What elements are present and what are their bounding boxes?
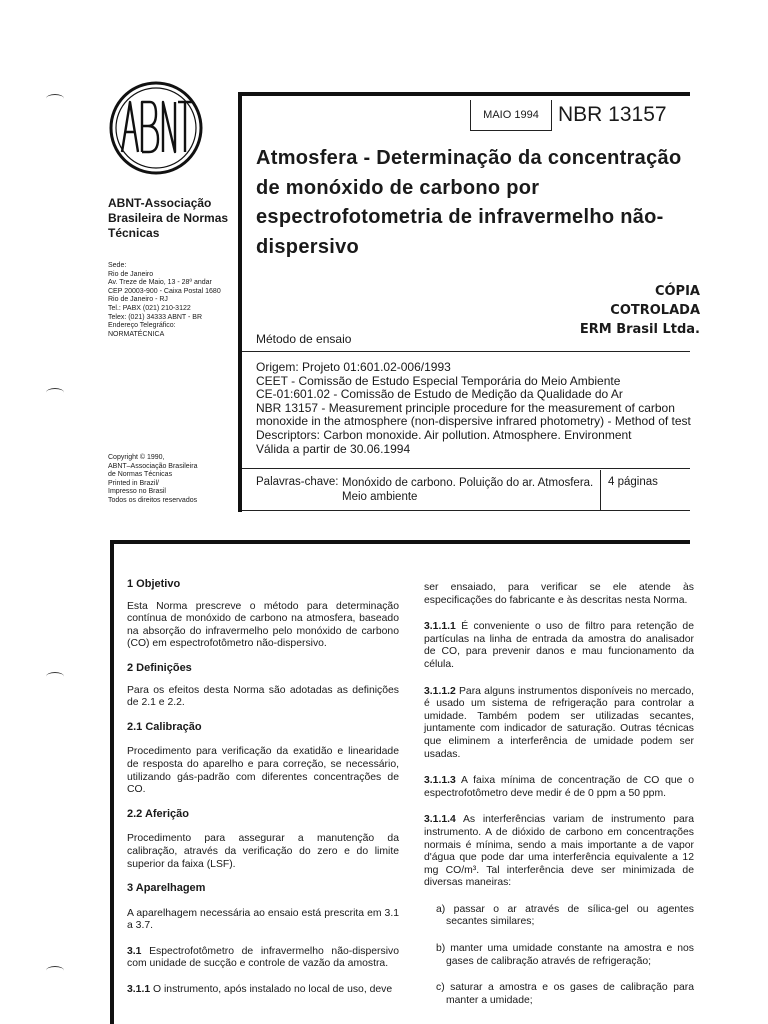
paragraph: 3.1.1.2 Para alguns instrumentos disponíveis no mercado, é usado um sistema de refrigeração para controlar a umidade. Também podem ser utilizadas secantes, juntamente com indicador de saturação. Outras técnicas que eliminem a interferência de umidade podem ser usadas. — [424, 685, 694, 760]
keywords: Monóxido de carbono. Poluição do ar. Atmosfera. Meio ambiente — [342, 477, 594, 503]
paragraph: 3.1.1.1 É conveniente o uso de filtro para retenção de partículas na linha de entrada da amostra do analisador de CO, para prevenir danos e mau funcionamento da célula. — [424, 621, 694, 670]
controlled-copy-stamp: CÓPIA COTROLADA ERM Brasil Ltda. — [579, 284, 700, 337]
keywords-label: Palavras-chave: — [256, 476, 339, 488]
section-heading: 2 Definições — [127, 661, 192, 674]
address-block: Sede: Rio de Janeiro Av. Treze de Maio, 13 - 28º andar CEP 20003-900 - Caixa Postal 1680 Rio de Janeiro - RJ Tel.: PABX (021) 210-3122 Telex: (021) 34333 ABNT - BR Endereço Telegráfico: NORMATÉCNICA — [108, 262, 221, 338]
punch-hole — [46, 94, 64, 103]
section-heading: 1 Objetivo — [127, 578, 181, 590]
divider — [242, 468, 690, 469]
divider — [600, 470, 601, 510]
section-heading: 2.1 Calibração — [127, 720, 202, 733]
paragraph: 3.1.1 O instrumento, após instalado no local de uso, deve — [127, 984, 393, 996]
paragraph: ser ensaiado, para verificar se ele atende às especificações do fabricante e às descritas nesta Norma. — [424, 582, 694, 606]
paragraph: Para os efeitos desta Norma são adotadas as definições de 2.1 e 2.2. — [127, 684, 399, 709]
copyright-block: Copyright © 1990, ABNT–Associação Brasileira de Normas Técnicas Printed in Brazil/ Impresso no Brasil Todos os direitos reservados — [108, 454, 198, 504]
page-count: 4 páginas — [608, 476, 658, 488]
divider — [242, 351, 690, 352]
list-item: c) saturar a amostra e os gases de calibração para manter a umidade; — [436, 982, 694, 1006]
punch-hole — [46, 388, 64, 397]
document-type: Método de ensaio — [256, 332, 352, 346]
section-heading: 2.2 Aferição — [127, 807, 189, 820]
paragraph: 3.1 Espectrofotômetro de infravermelho não-dispersivo com unidade de sucção e controle de vazão da amostra. — [127, 945, 399, 970]
section-heading: 3 Aparelhagem — [127, 882, 206, 895]
body-left-rule — [110, 540, 114, 1024]
publication-date: MAIO 1994 — [470, 100, 552, 131]
list-item: b) manter uma umidade constante na amostra e nos gases de calibração através de refrigeração; — [436, 943, 694, 967]
document-title: Atmosfera - Determinação da concentração de monóxido de carbono por espectrofotometria de infravermelho não-dispersivo — [256, 147, 682, 258]
body-top-rule — [110, 540, 690, 544]
body-column-right — [424, 582, 694, 1007]
punch-hole — [46, 966, 64, 975]
header-left-rule — [238, 92, 242, 512]
paragraph: A aparelhagem necessária ao ensaio está prescrita em 3.1 a 3.7. — [127, 907, 399, 932]
paragraph: 3.1.1.4 As interferências variam de instrumento para instrumento. A de dióxido de carbono em concentrações normais é mínima, sendo a mais importante a de vapor d'água que pode dar uma interferência equivalente a 12 mg CO/m³. Tal interferência deve ser minimizada de diversas maneiras: — [424, 814, 694, 889]
list-item: a) passar o ar através de sílica-gel ou agentes secantes similares; — [436, 903, 694, 928]
header-top-rule — [238, 92, 690, 96]
paragraph: 3.1.1.3 A faixa mínima de concentração de CO que o espectrofotômetro deve medir é de 0 ppm a 50 ppm. — [424, 775, 694, 799]
paragraph: Procedimento para verificação da exatidão e linearidade de resposta do aparelho e para correção, se necessário, utilizando gás-padrão com diferentes concentrações de CO. — [127, 746, 399, 796]
origin-block: Origem: Projeto 01:601.02-006/1993 CEET - Comissão de Estudo Especial Temporária do Meio Ambiente CE-01:601.02 - Comissão de Estudo de Medição da Qualidade do Ar NBR 13157 - Measurement principle procedure for the measurement of carbon monoxide in the atmosphere (non-dispersive infrared photometry) - Method of test Descriptors: Carbon monoxide. Air pollution. Atmosphere. Environment Válida a partir de 30.06.1994 — [256, 360, 691, 456]
divider — [242, 510, 690, 511]
norm-number: NBR 13157 — [558, 103, 667, 126]
organization-name: ABNT-Associação Brasileira de Normas Técnicas — [108, 196, 229, 240]
abnt-logo — [108, 80, 204, 176]
punch-hole — [46, 672, 64, 681]
paragraph: Esta Norma prescreve o método para determinação contínua de monóxido de carbono na atmosfera, baseado na absorção do infravermelho pelo monóxido de carbono (CO) em espectrofotômetro não-dispersivo. — [127, 600, 399, 650]
body-column-left — [127, 578, 399, 997]
paragraph: Procedimento para assegurar a manutenção da calibração, através da verificação do zero e do limite superior da faixa (LSF). — [127, 833, 399, 870]
